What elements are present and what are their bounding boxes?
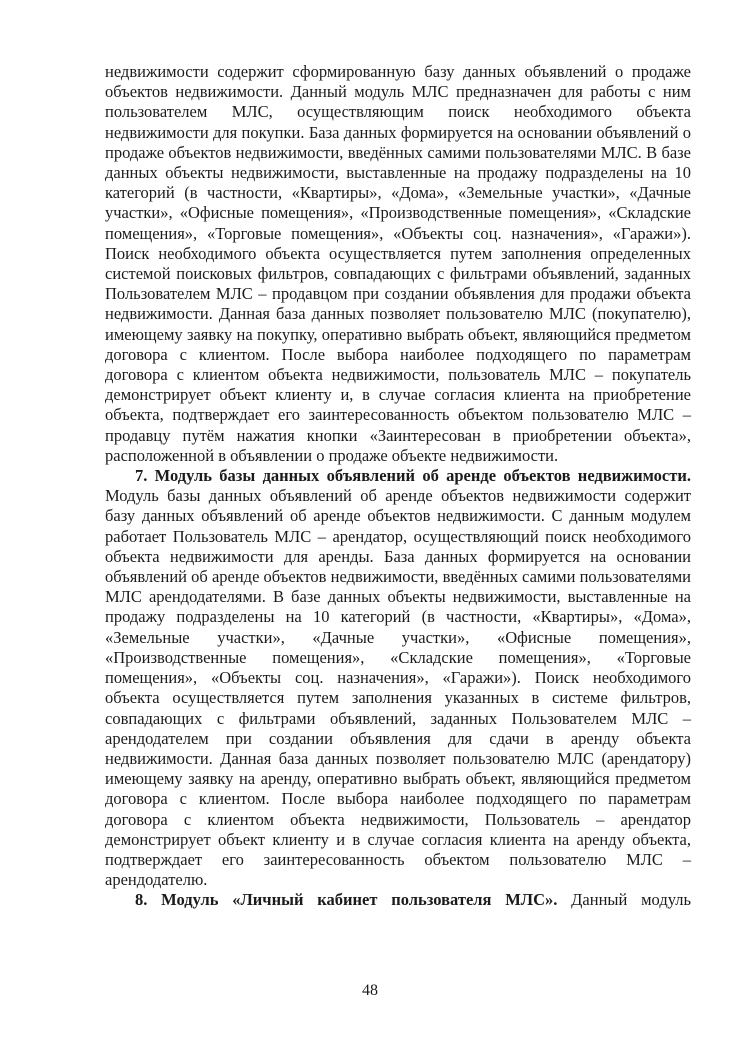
paragraph-text: Данный модуль [571,890,691,910]
paragraph-text: недвижимости содержит сформированную базу данных объявлений о продаже объектов недвижимости. Данный модуль МЛС предназначен для работы с ним пользователем МЛС, осуществляющим поиск необходимого объекта недвижимости для покупки. База данных формируется на основании объявлений о продаже объектов недвижимости, введённых самими пользователями МЛС. В базе данных объекты недвижимости, выставленные на продажу подразделены на 10 категорий (в частности, «Квартиры», «Дома», «Земельные участки», «Дачные участки», «Офисные помещения», «Производственные помещения», «Складские помещения», «Торговые помещения», «Объекты соц. назначения», «Гаражи»). Поиск необходимого объекта осуществляется путем заполнения определенных системой поисковых фильтров, совпадающих с фильтрами объявлений, заданных Пользователем МЛС – продавцом при создании объявления для продажи объекта недвижимости. Данная база данных позволяет пользователю МЛС (покупателю), имеющему заявку на покупку, оперативно выбрать объект, являющийся предметом договора с клиентом. После выбора наиболее подходящего по параметрам договора с клиентом объекта недвижимости, пользователь МЛС – покупатель демонстрирует объект клиенту и, в случае согласия клиента на приобретение объекта, подтверждает его заинтересованность объектом пользователю МЛС – продавцу путём нажатия кнопки «Заинтересован в приобретении объекта», расположенной в объявлении о продаже объекте недвижимости. [105,62,691,465]
page-number: 48 [362,982,378,999]
paragraph-text: Модуль базы данных объявлений об аренде объектов недвижимости содержит базу данных объявлений об аренде объектов недвижимости. С данным модулем работает Пользователь МЛС – арендатор, осуществляющий поиск необходимого объекта недвижимости для аренды. База данных формируется на основании объявлений об аренде объектов недвижимости, введённых самими пользователями МЛС арендодателями. В базе данных объекты недвижимости, выставленные на продажу подразделены на 10 категорий (в частности, «Квартиры», «Дома», «Земельные участки», «Дачные участки», «Офисные помещения», «Производственные помещения», «Складские помещения», «Торговые помещения», «Объекты соц. назначения», «Гаражи»). Поиск необходимого объекта осуществляется путем заполнения указанных в системе фильтров, совпадающих с фильтрами объявлений, заданных Пользователем МЛС – арендодателем при создании объявления для сдачи в аренду объекта недвижимости. Данная база данных позволяет пользователю МЛС (арендатору) имеющему заявку на аренду, оперативно выбрать объект, являющийся предметом договора с клиентом. После выбора наиболее подходящего по параметрам договора с клиентом объекта недвижимости, Пользователь – арендатор демонстрирует объект клиенту и в случае согласия клиента на аренду объекта, подтверждает его заинтересованность объектом пользователю МЛС – арендодателю. [105,486,691,890]
paragraph-lead-bold: 8. Модуль «Личный кабинет пользователя МЛС». [135,890,558,910]
text-block [105,62,691,911]
paragraph-personal-cabinet-module [105,890,691,910]
paragraph-sale-database-module [105,62,691,466]
paragraph-rent-database-module [105,466,691,890]
paragraph-lead-bold: 7. Модуль базы данных объявлений об аренде объектов недвижимости. [135,466,691,486]
